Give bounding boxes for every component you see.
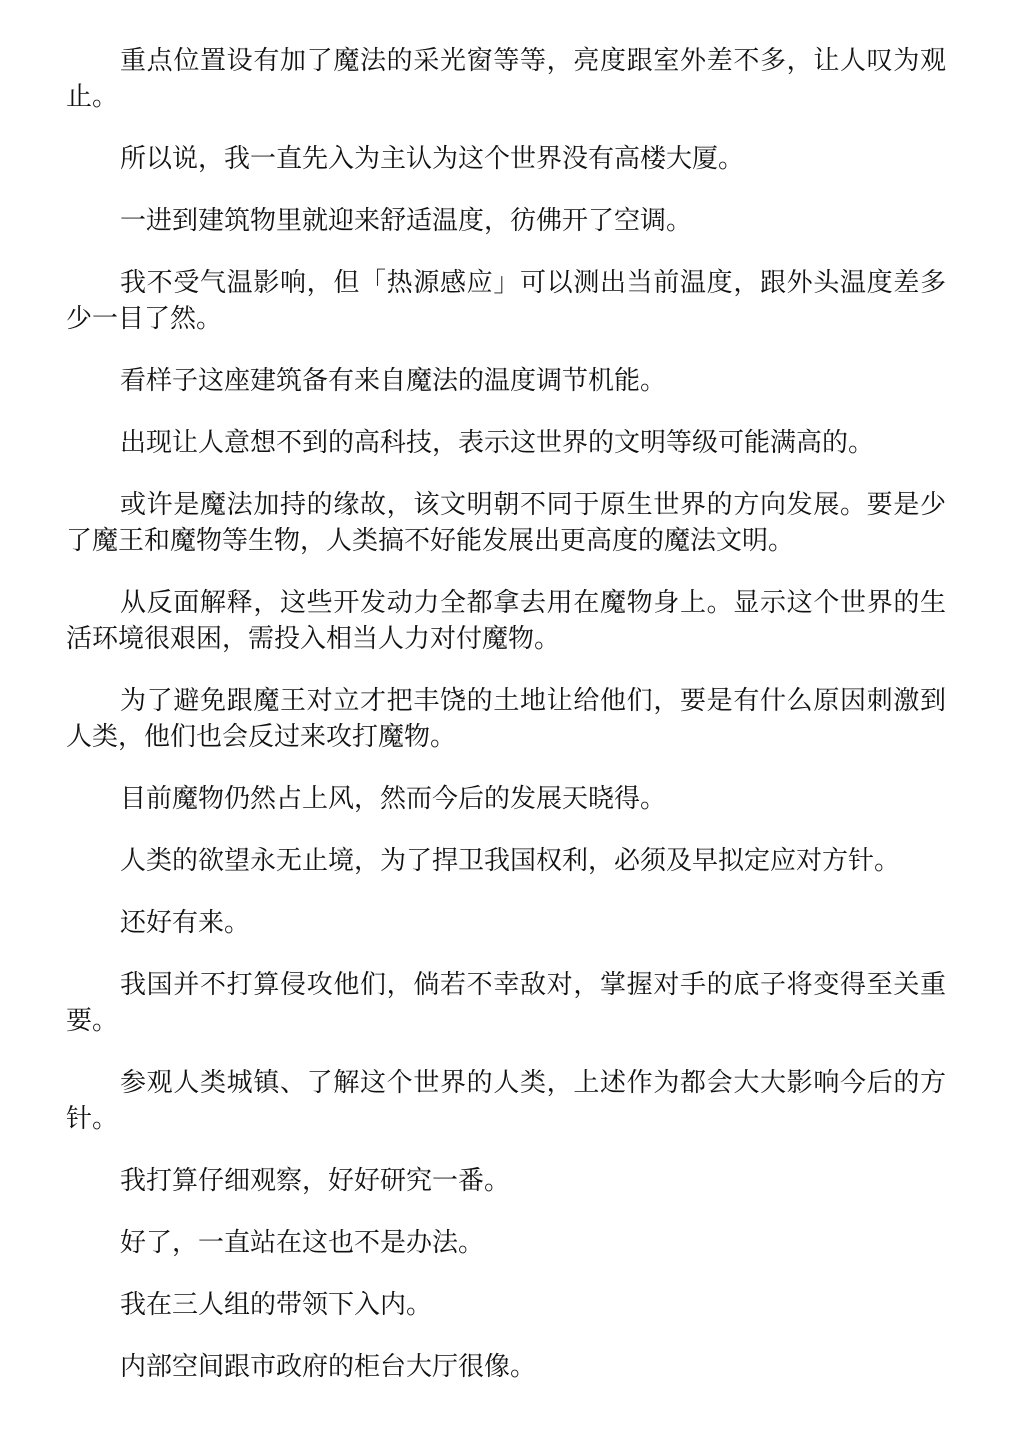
paragraph: 我打算仔细观察，好好研究一番。	[120, 1166, 511, 1196]
paragraph: 看样子这座建筑备有来自魔法的温度调节机能。	[120, 366, 667, 396]
paragraph: 为了避免跟魔王对立才把丰饶的土地让给他们，要是有什么原因刺激到人类，他们也会反过来攻打魔物。	[66, 686, 946, 752]
paragraph: 内部空间跟市政府的柜台大厅很像。	[120, 1352, 537, 1382]
paragraph: 参观人类城镇、了解这个世界的人类，上述作为都会大大影响今后的方针。	[66, 1068, 946, 1134]
paragraph: 好了，一直站在这也不是办法。	[120, 1228, 485, 1258]
paragraph: 一进到建筑物里就迎来舒适温度，彷佛开了空调。	[120, 206, 693, 236]
paragraph: 从反面解释，这些开发动力全都拿去用在魔物身上。显示这个世界的生活环境很艰困，需投入相当人力对付魔物。	[66, 588, 946, 654]
paragraph: 人类的欲望永无止境，为了捍卫我国权利，必须及早拟定应对方针。	[120, 846, 901, 876]
paragraph: 我国并不打算侵攻他们，倘若不幸敌对，掌握对手的底子将变得至关重要。	[66, 970, 946, 1036]
document-page	[66, 43, 946, 1411]
paragraph: 重点位置设有加了魔法的采光窗等等，亮度跟室外差不多，让人叹为观止。	[66, 46, 946, 112]
paragraph: 出现让人意想不到的高科技，表示这世界的文明等级可能满高的。	[120, 428, 875, 458]
paragraph: 目前魔物仍然占上风，然而今后的发展天晓得。	[120, 784, 667, 814]
paragraph: 我在三人组的带领下入内。	[120, 1290, 433, 1320]
paragraph: 还好有来。	[120, 908, 251, 938]
paragraph: 或许是魔法加持的缘故，该文明朝不同于原生世界的方向发展。要是少了魔王和魔物等生物，人类搞不好能发展出更高度的魔法文明。	[66, 490, 946, 556]
paragraph: 我不受气温影响，但「热源感应」可以测出当前温度，跟外头温度差多少一目了然。	[66, 268, 946, 334]
paragraph: 所以说，我一直先入为主认为这个世界没有高楼大厦。	[120, 144, 745, 174]
